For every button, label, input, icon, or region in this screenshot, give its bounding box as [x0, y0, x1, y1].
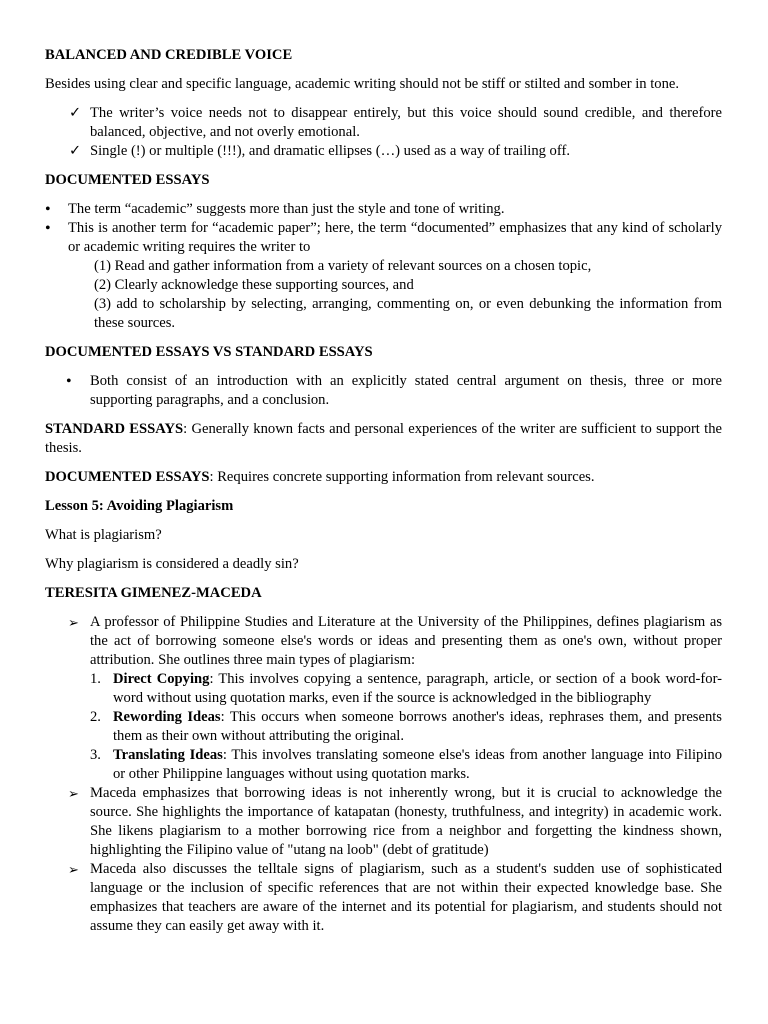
list-item: ➢ Maceda emphasizes that borrowing ideas is not inherently wrong, but it is crucial to acknowledge the source. She highlights the importance of katapatan (honesty, truthfulness, and integrity) in academic work. She likens plagiarism to a mother borrowing rice from a neighbor and forgetting the kindness shown, highlighting the Filipino value of "utang na loob" (debt of gratitude): [68, 785, 722, 858]
heading-documented-vs-standard: DOCUMENTED ESSAYS VS STANDARD ESSAYS: [45, 344, 373, 360]
documented-essays-label: DOCUMENTED ESSAYS: [45, 469, 210, 485]
question-1: What is plagiarism?: [45, 527, 162, 543]
checkmark-list: [45, 104, 722, 161]
list-item: • The term “academic” suggests more than just the style and tone of writing.: [45, 201, 505, 218]
list-item: • Both consist of an introduction with an explicitly stated central argument on thesis, three or more supporting paragraphs, and a conclusion.: [66, 373, 722, 408]
step-3: (3) add to scholarship by selecting, arranging, commenting on, or even debunking the information from these sources.: [94, 296, 722, 331]
bullet-icon: •: [66, 373, 72, 390]
arrow-list: [45, 613, 722, 936]
standard-essays-paragraph: STANDARD ESSAYS: Generally known facts and personal experiences of the writer are sufficient to support the thesis.: [45, 421, 722, 456]
step-1: (1) Read and gather information from a variety of relevant sources on a chosen topic,: [94, 258, 592, 274]
question-2: Why plagiarism is considered a deadly sin?: [45, 556, 299, 572]
list-item: ✓ Single (!) or multiple (!!!), and dramatic ellipses (…) used as a way of trailing off.: [69, 143, 570, 159]
list-item: ✓ The writer’s voice needs not to disappear entirely, but this voice should sound credible, and therefore balanced, objective, and not overly emotional.: [69, 105, 722, 140]
bullet-list: [45, 200, 722, 333]
bullet-list: [45, 372, 722, 410]
standard-essays-label: STANDARD ESSAYS: [45, 421, 184, 437]
heading-lesson-5: Lesson 5: Avoiding Plagiarism: [45, 498, 234, 514]
list-item: • This is another term for “academic paper”; here, the term “documented” emphasizes that any kind of scholarly or academic writing requires the writer to (1) Read and gather information from a variety of relevant sources on a chosen topic, (2) Clearly acknowledge these supporting sources, and (3) add to scholarship by selecting, arranging, commenting on, or even debunking the information from these sources.: [45, 220, 722, 331]
steps-block: [68, 257, 722, 333]
arrow-bullet-icon: ➢: [68, 615, 79, 630]
checkmark-icon: ✓: [69, 105, 82, 121]
plagiarism-types-list: [90, 670, 722, 784]
checkmark-icon: ✓: [69, 143, 82, 159]
arrow-bullet-icon: ➢: [68, 862, 79, 877]
intro-paragraph: Besides using clear and specific language, academic writing should not be stiff or stilted and somber in tone.: [45, 76, 679, 92]
list-item: 2. Rewording Ideas: This occurs when someone borrows another's ideas, rephrases them, and presents them as their own without attributing the original.: [90, 709, 722, 744]
list-item: 3. Translating Ideas: This involves translating someone else's ideas from another language into Filipino or other Philippine languages without using quotation marks.: [90, 747, 722, 782]
list-item: ➢ A professor of Philippine Studies and Literature at the University of the Philippines, defines plagiarism as the act of borrowing someone else's words or ideas and presenting them as one's own, without proper attribution. She outlines three main types of plagiarism: 1. Direct Copying: This involves copying a sentence, paragraph, article, or section of a book word-for-word without using quotation marks, even if the source is acknowledged in the bibliography 2. Rewording Ideas: This occurs when someone borrows another's ideas, rephrases them, and presents them as their own without attributing the original. 3. Translating Ideas: This involves translating someone else's ideas from another language into Filipino or other Philippine languages without using quotation marks.: [68, 614, 722, 782]
step-2: (2) Clearly acknowledge these supporting sources, and: [94, 277, 414, 293]
bullet-icon: •: [45, 201, 51, 218]
heading-balanced-voice: BALANCED AND CREDIBLE VOICE: [45, 47, 293, 63]
heading-maceda: TERESITA GIMENEZ-MACEDA: [45, 585, 262, 601]
arrow-bullet-icon: ➢: [68, 786, 79, 801]
heading-documented-essays: DOCUMENTED ESSAYS: [45, 172, 210, 188]
documented-essays-paragraph: DOCUMENTED ESSAYS: Requires concrete supporting information from relevant sources.: [45, 469, 595, 485]
bullet-icon: •: [45, 220, 51, 237]
list-item: ➢ Maceda also discusses the telltale signs of plagiarism, such as a student's sudden use of sophisticated language or the inclusion of specific references that are not within their expected knowledge base. She emphasizes that teachers are aware of the internet and its potential for plagiarism, and students should not assume they can easily get away with it.: [68, 861, 722, 934]
list-item: 1. Direct Copying: This involves copying a sentence, paragraph, article, or section of a book word-for-word without using quotation marks, even if the source is acknowledged in the bibliography: [90, 671, 722, 706]
